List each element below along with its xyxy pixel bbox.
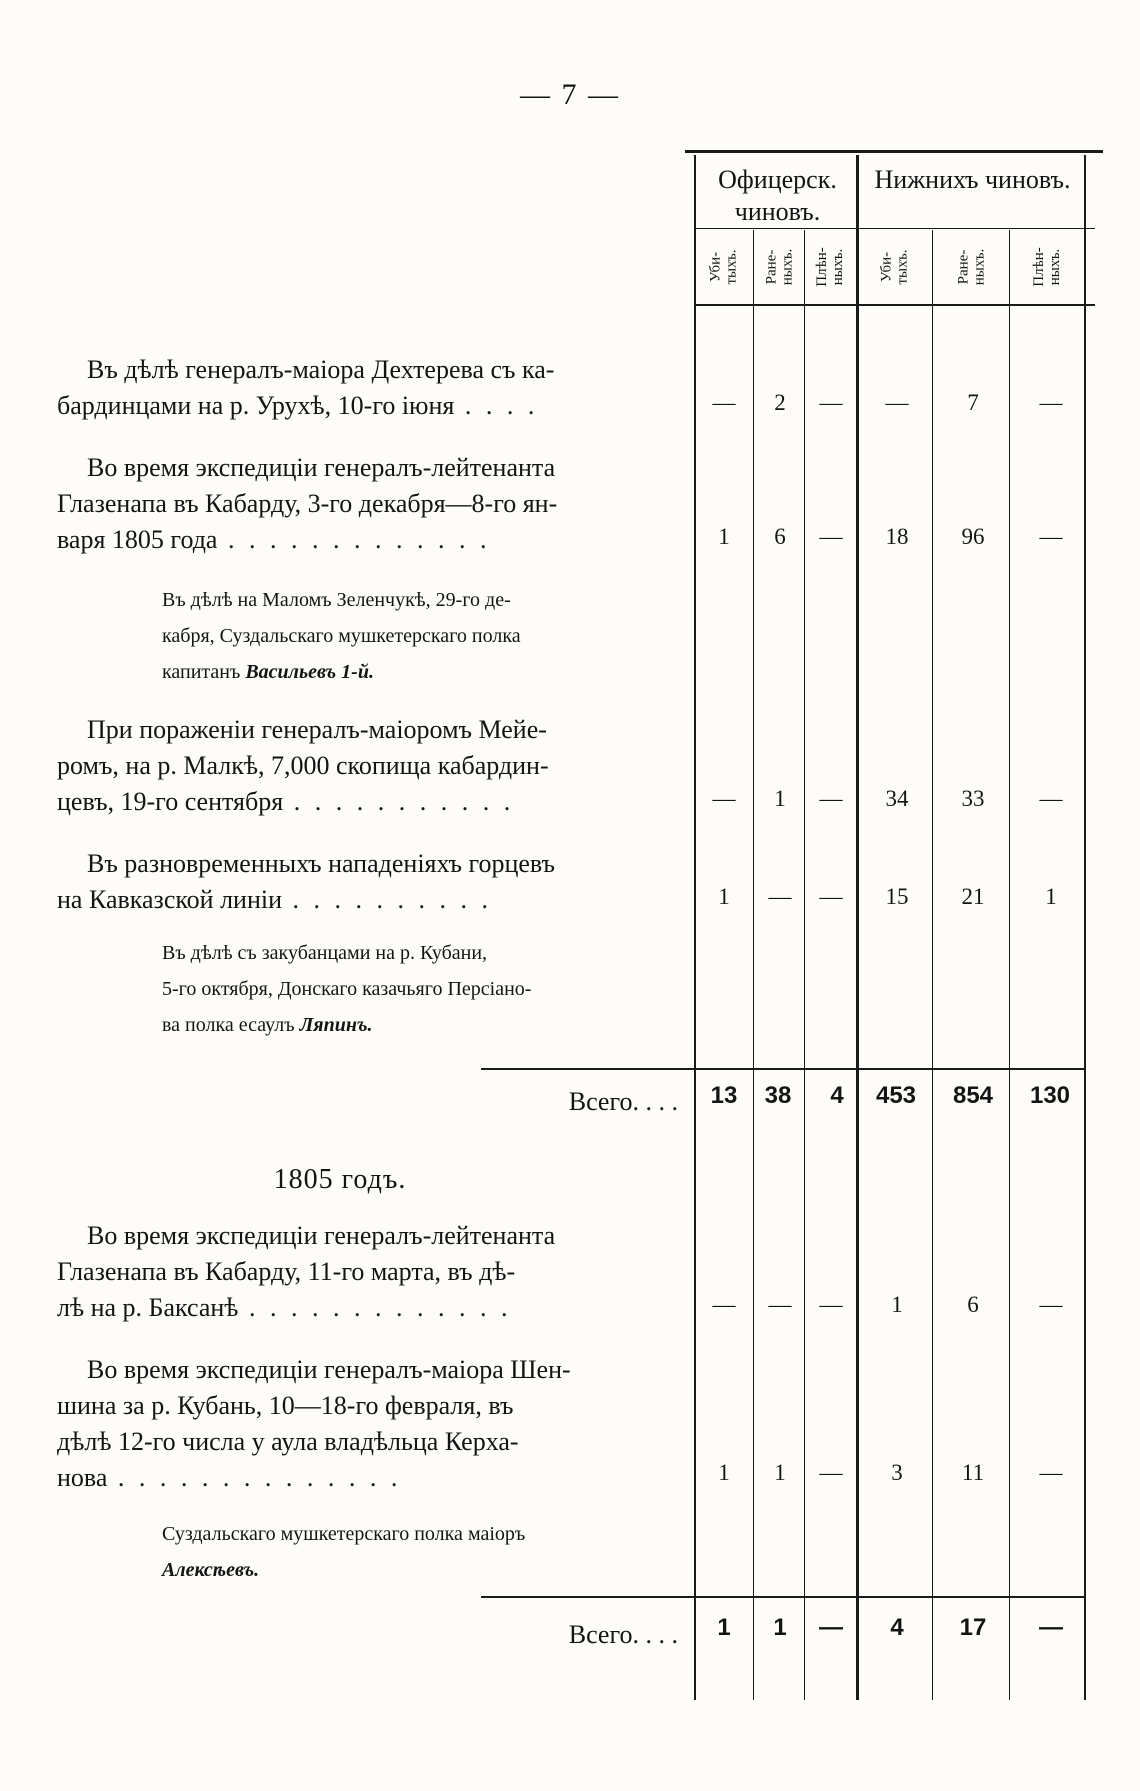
table-cell: 854 [952, 1082, 994, 1109]
column-rule-lower-1 [932, 230, 933, 1700]
subheader-officers-captured: Плѣн- ныхъ. [814, 247, 846, 287]
table-cell: 34 [885, 786, 909, 811]
table-cell: — [1039, 1460, 1063, 1485]
table-cell: 4 [830, 1082, 844, 1109]
table-cell: 6 [774, 524, 786, 549]
table-cell: 453 [875, 1082, 917, 1109]
table-cell: 2 [774, 390, 786, 415]
table-cell: 1 [1045, 884, 1057, 909]
header-divider-1 [695, 228, 1095, 229]
table-cell: — [1039, 1614, 1063, 1641]
subheader-lower-killed: Уби- тыхъ. [878, 249, 911, 285]
table-cell: 33 [961, 786, 985, 811]
table-cell: — [1039, 1292, 1063, 1317]
note-lyapin: Въ дѣлѣ съ закубанцами на р. Кубани, 5-го октября, Донскаго казачьяго Персіано- ва полка есаулъ Ляпинъ. [162, 942, 532, 1036]
table-cell: 3 [891, 1460, 903, 1485]
entry-dekhterev: Въ дѣлѣ генералъ-маіора Дехтерева съ ка- бардинцами на р. Урухѣ, 10-го іюня . . . . [57, 355, 555, 420]
note-alekseev: Суздальскаго мушкетерскаго полка маіоръ Алексѣевъ. [162, 1523, 526, 1581]
table-cell: 1 [774, 1460, 786, 1485]
entry-caucasian-line: Въ разновременныхъ нападеніяхъ горцевъ на Кавказской линіи . . . . . . . . . . [57, 849, 555, 914]
header-officers: Офицерск. чиновъ. [718, 165, 837, 226]
table-cell: — [1039, 524, 1063, 549]
total1-label: Всего. . . . [568, 1087, 678, 1116]
page-number: — 7 — [520, 78, 620, 111]
header-lower-ranks: Нижнихъ чиновъ. [874, 165, 1071, 194]
table-cell: 1 [773, 1614, 787, 1641]
table-cell: 7 [967, 390, 979, 415]
table-cell: 13 [710, 1082, 738, 1109]
table-cell: — [819, 786, 843, 811]
table-cell: 130 [1029, 1082, 1071, 1109]
table-cell: 1 [718, 1460, 730, 1485]
year-heading: 1805 годъ. [273, 1164, 407, 1195]
column-rule-lower-2 [1009, 230, 1010, 1700]
table-cell: — [712, 1292, 736, 1317]
table-cell: 11 [961, 1460, 985, 1485]
table-cell: 38 [764, 1082, 792, 1109]
subheader-officers-killed: Уби- тыхъ. [707, 249, 740, 285]
entry-meyer: При пораженіи генералъ-маіоромъ Мейе- ромъ, на р. Малкѣ, 7,000 скопища кабардин- цевъ, 19-го сентября . . . . . . . . . . . [57, 715, 549, 816]
table-cell: — [885, 390, 909, 415]
entry-shenshin: Во время экспедиціи генералъ-маіора Шен- шина за р. Кубань, 10—18-го февраля, въ дѣлѣ 12-го числа у аула владѣльца Керха- нова . . . . . . . . . . . . . . [57, 1355, 571, 1492]
table-top-rule [685, 150, 1103, 153]
table-cell: — [712, 390, 736, 415]
table-cell: 15 [885, 884, 909, 909]
table-cell: — [1039, 390, 1063, 415]
table-cell: 1 [718, 524, 730, 549]
note-vasiliev: Въ дѣлѣ на Маломъ Зеленчукѣ, 29-го де- кабря, Суздальскаго мушкетерскаго полка капитанъ Васильевъ 1-й. [162, 589, 521, 683]
table-cell: 18 [885, 524, 909, 549]
table-cell: — [768, 884, 792, 909]
table-cell: — [819, 1460, 843, 1485]
table-cell: — [819, 524, 843, 549]
table-cell: — [819, 1614, 843, 1641]
table-cell: 1 [774, 786, 786, 811]
table-cell: 96 [961, 524, 985, 549]
table-cell: — [819, 390, 843, 415]
total2-label: Всего. . . . [568, 1620, 678, 1649]
table-cell: — [768, 1292, 792, 1317]
subheader-officers-wounded: Ране- ныхъ. [762, 248, 795, 286]
table-cell: 21 [961, 884, 985, 909]
table-cell: — [1039, 786, 1063, 811]
table-cell: 4 [890, 1614, 904, 1641]
table-cell: — [712, 786, 736, 811]
column-rule-right [1084, 155, 1086, 1700]
subheader-lower-wounded: Ране- ныхъ. [954, 248, 987, 286]
entry-glazenap-1804: Во время экспедиціи генералъ-лейтенанта Глазенапа въ Кабарду, 3-го декабря—8-го ян- варя 1805 года . . . . . . . . . . . . . [57, 453, 558, 554]
subheader-lower-captured: Плѣн- ныхъ. [1031, 247, 1063, 287]
entry-glazenap-1805: Во время экспедиціи генералъ-лейтенанта Глазенапа въ Кабарду, 11-го марта, въ дѣ- лѣ на р. Баксанѣ . . . . . . . . . . . . . [57, 1221, 556, 1322]
total1-rule [481, 1068, 1084, 1070]
table-cell: 1 [718, 884, 730, 909]
table-cell: 17 [959, 1614, 987, 1641]
table-cell: 1 [717, 1614, 731, 1641]
total2-rule [481, 1596, 1084, 1598]
table-cell: — [819, 1292, 843, 1317]
table-cell: — [819, 884, 843, 909]
table-cell: 6 [967, 1292, 979, 1317]
table-cell: 1 [891, 1292, 903, 1317]
header-bottom-rule [695, 304, 1095, 306]
